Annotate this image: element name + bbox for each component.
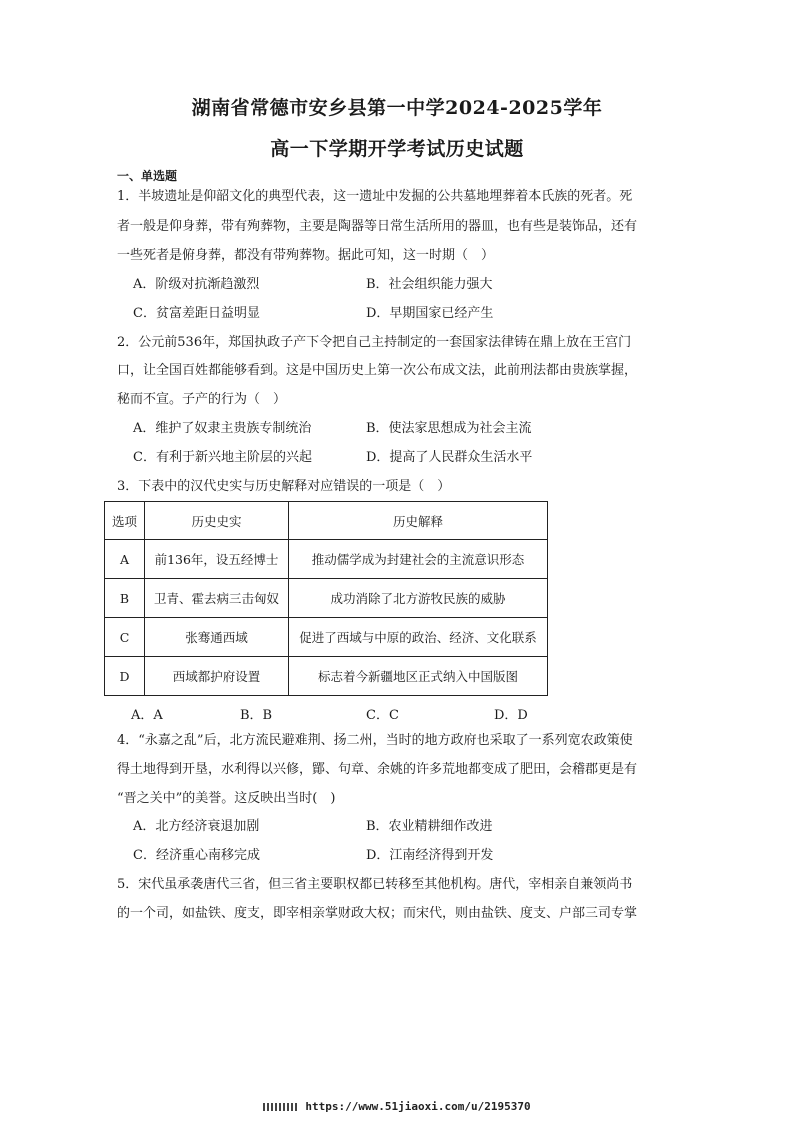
table-row xyxy=(105,618,548,657)
table-cell: 卫青、霍去病三击匈奴 xyxy=(145,579,289,618)
q3-option-b: B．B xyxy=(240,708,273,723)
q2-option-d: D．提高了人民群众生活水平 xyxy=(366,450,533,465)
q4-option-c: C．经济重心南移完成 xyxy=(133,848,260,863)
q1-line1: 1．半坡遗址是仰韶文化的典型代表，这一遗址中发掘的公共墓地埋葬着本氏族的死者。死 xyxy=(117,189,633,204)
table-cell: 前136年，设五经博士 xyxy=(145,540,289,579)
table-cell: 促进了西域与中原的政治、经济、文化联系 xyxy=(289,618,548,657)
table-cell: D xyxy=(105,657,145,696)
q1-line3: 一些死者是俯身葬，都没有带殉葬物。据此可知，这一时期（ ） xyxy=(117,248,495,263)
watermark-logo-icon xyxy=(263,1103,299,1111)
table-cell: A xyxy=(105,540,145,579)
table-header-cell: 历史史实 xyxy=(145,502,289,540)
q3-line1: 3．下表中的汉代史实与历史解释对应错误的一项是（ ） xyxy=(117,479,451,494)
table-header-row xyxy=(105,502,548,540)
q1-option-c: C．贫富差距日益明显 xyxy=(133,306,260,321)
q4-line2: 得土地得到开垦，水利得以兴修，鄮、句章、余姚的许多荒地都变成了肥田，会稽郡更是有 xyxy=(117,762,638,777)
q3-option-a: A．A xyxy=(131,708,163,723)
table-header-cell: 选项 xyxy=(105,502,145,540)
table-cell: 标志着今新疆地区正式纳入中国版图 xyxy=(289,657,548,696)
q1-line2: 者一般是仰身葬，带有殉葬物，主要是陶器等日常生活所用的器皿，也有些是装饰品，还有 xyxy=(117,219,638,234)
q2-option-c: C．有利于新兴地主阶层的兴起 xyxy=(133,450,312,465)
q2-line3: 秘而不宣。子产的行为（ ） xyxy=(117,392,287,407)
q4-option-b: B．农业精耕细作改进 xyxy=(366,819,493,834)
table-cell: 推动儒学成为封建社会的主流意识形态 xyxy=(289,540,548,579)
table-cell: 西域都护府设置 xyxy=(145,657,289,696)
table-row xyxy=(105,540,548,579)
q4-line1: 4．“永嘉之乱”后，北方流民避难荆、扬二州，当时的地方政府也采取了一系列宽农政策使 xyxy=(117,733,633,748)
q2-line2: 口，让全国百姓都能够看到。这是中国历史上第一次公布成文法，此前刑法都由贵族掌握， xyxy=(117,363,638,378)
table-cell: 成功消除了北方游牧民族的威胁 xyxy=(289,579,548,618)
q2-option-a: A．维护了奴隶主贵族专制统治 xyxy=(133,421,312,436)
footer-watermark xyxy=(0,1100,794,1113)
exam-title-line1: 湖南省常德市安乡县第一中学2024-2025学年 xyxy=(191,97,603,119)
q1-option-a: A．阶级对抗渐趋激烈 xyxy=(133,277,260,292)
history-table xyxy=(104,501,548,696)
q5-line2: 的一个司，如盐铁、度支，即宰相亲掌财政大权；而宋代，则由盐铁、度支、户部三司专掌 xyxy=(117,906,638,921)
table-header-cell: 历史解释 xyxy=(289,502,548,540)
q1-option-b: B．社会组织能力强大 xyxy=(366,277,493,292)
section-title: 一、单选题 xyxy=(117,169,178,183)
q2-option-b: B．使法家思想成为社会主流 xyxy=(366,421,532,436)
q3-option-d: D．D xyxy=(494,708,528,723)
q2-line1: 2．公元前536年，郑国执政子产下令把自己主持制定的一套国家法律铸在鼎上放在王宫门 xyxy=(117,335,632,350)
q5-line1: 5．宋代虽承袭唐代三省，但三省主要职权都已转移至其他机构。唐代，宰相亲自兼领尚书 xyxy=(117,877,633,892)
q4-option-d: D．江南经济得到开发 xyxy=(366,848,494,863)
table-row xyxy=(105,579,548,618)
footer-url[interactable]: https://www.51jiaoxi.com/u/2195370 xyxy=(305,1100,531,1113)
table-row xyxy=(105,657,548,696)
table-cell: C xyxy=(105,618,145,657)
q4-line3: “晋之关中”的美誉。这反映出当时( ) xyxy=(117,791,336,806)
q1-option-d: D．早期国家已经产生 xyxy=(366,306,494,321)
q4-option-a: A．北方经济衰退加剧 xyxy=(133,819,260,834)
exam-title-line2: 高一下学期开学考试历史试题 xyxy=(270,138,524,160)
table-cell: 张骞通西域 xyxy=(145,618,289,657)
q3-option-c: C．C xyxy=(366,708,399,723)
table-cell: B xyxy=(105,579,145,618)
